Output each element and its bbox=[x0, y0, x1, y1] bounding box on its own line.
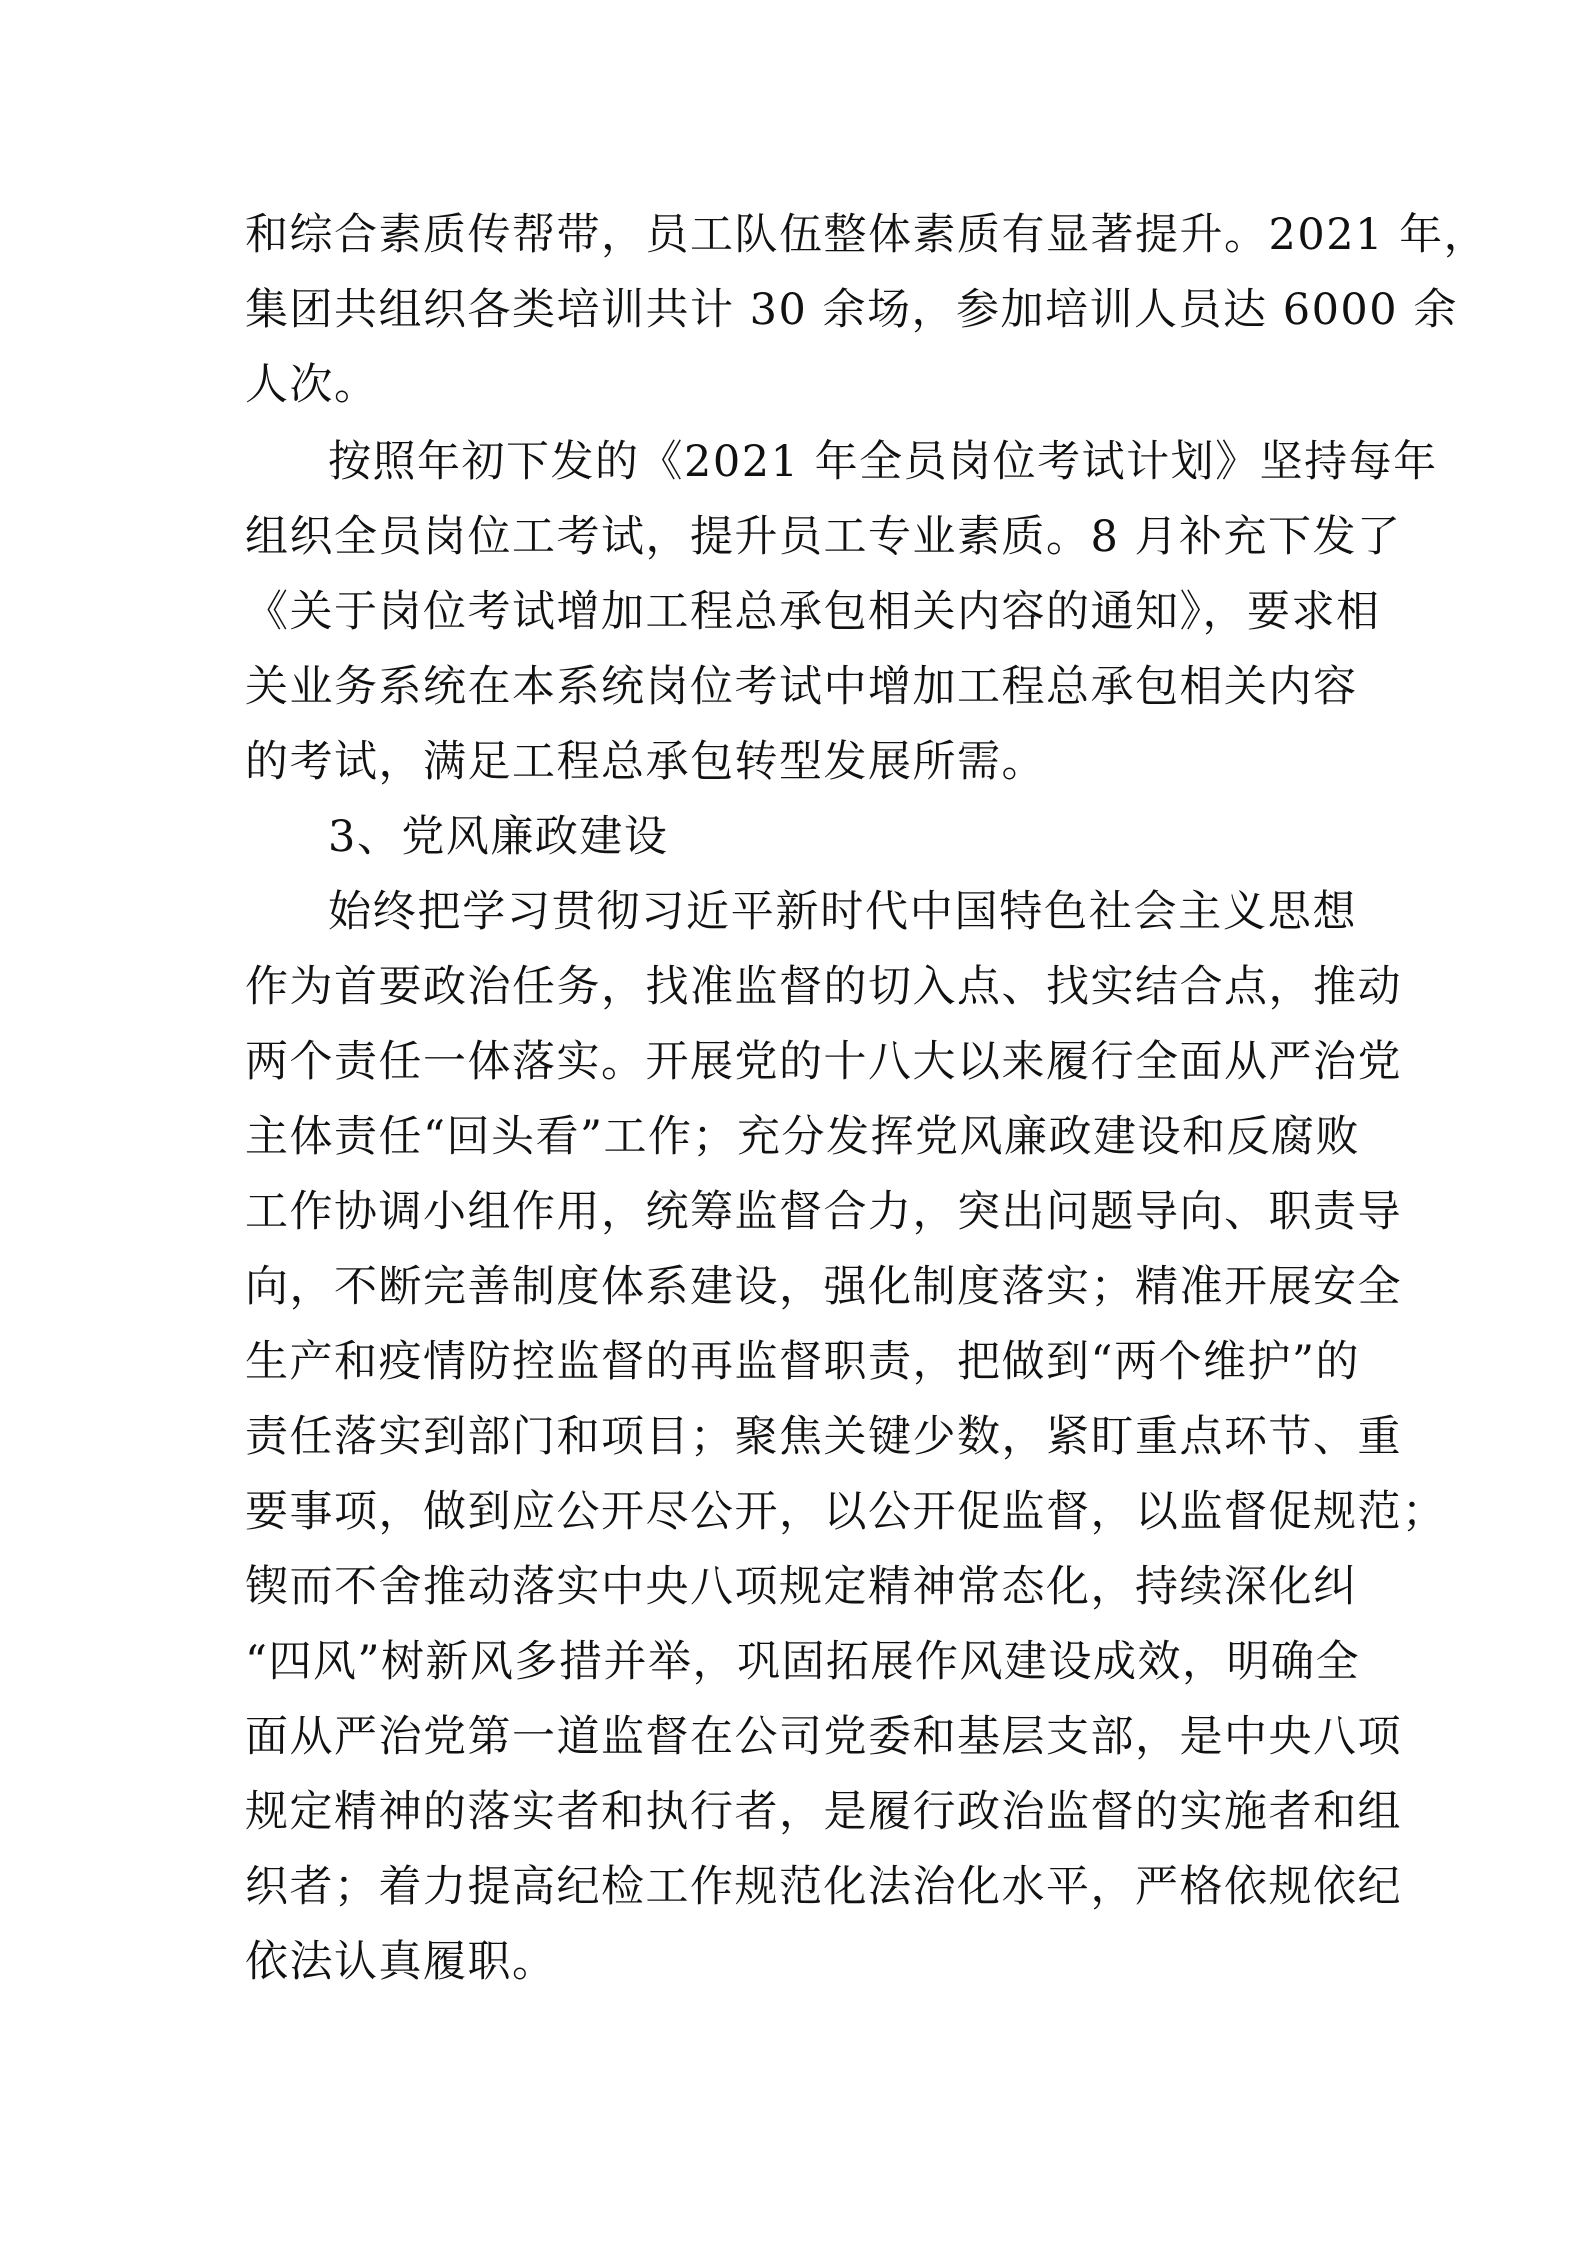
paragraph-line: 主体责任“回头看”工作；充分发挥党风廉政建设和反腐败 bbox=[245, 1112, 1360, 1162]
paragraph-line: 工作协调小组作用，统筹监督合力，突出问题导向、职责导 bbox=[245, 1187, 1402, 1237]
paragraph-line: 作为首要政治任务，找准监督的切入点、找实结合点，推动 bbox=[245, 962, 1402, 1012]
paragraph-line: 织者；着力提高纪检工作规范化法治化水平，严格依规依纪 bbox=[245, 1862, 1402, 1912]
paragraph-line: 始终把学习贯彻习近平新时代中国特色社会主义思想 bbox=[328, 887, 1357, 937]
paragraph-line: “四风”树新风多措并举，巩固拓展作风建设成效，明确全 bbox=[245, 1637, 1360, 1687]
section-heading: 3、党风廉政建设 bbox=[328, 812, 669, 862]
paragraph-line: 关业务系统在本系统岗位考试中增加工程总承包相关内容 bbox=[245, 662, 1358, 712]
paragraph-line: 集团共组织各类培训共计 30 余场，参加培训人员达 6000 余 bbox=[245, 285, 1458, 335]
paragraph-line: 的考试，满足工程总承包转型发展所需。 bbox=[245, 737, 1046, 787]
paragraph-line: 责任落实到部门和项目；聚焦关键少数，紧盯重点环节、重 bbox=[245, 1412, 1402, 1462]
paragraph-line: 要事项，做到应公开尽公开，以公开促监督，以监督促规范； bbox=[245, 1487, 1447, 1537]
paragraph-line: 组织全员岗位工考试，提升员工专业素质。8 月补充下发了 bbox=[245, 512, 1402, 562]
paragraph-line: 依法认真履职。 bbox=[245, 1937, 557, 1987]
paragraph-line: 向，不断完善制度体系建设，强化制度落实；精准开展安全 bbox=[245, 1262, 1402, 1312]
paragraph-line: 人次。 bbox=[245, 360, 379, 410]
paragraph-line: 面从严治党第一道监督在公司党委和基层支部，是中央八项 bbox=[245, 1712, 1402, 1762]
paragraph-line: 两个责任一体落实。开展党的十八大以来履行全面从严治党 bbox=[245, 1037, 1402, 1087]
paragraph-line: 《关于岗位考试增加工程总承包相关内容的通知》，要求相 bbox=[245, 587, 1381, 637]
paragraph-line: 生产和疫情防控监督的再监督职责，把做到“两个维护”的 bbox=[245, 1337, 1360, 1387]
paragraph-line: 和综合素质传帮带，员工队伍整体素质有显著提升。2021 年， bbox=[245, 210, 1489, 260]
paragraph-line: 按照年初下发的《2021 年全员岗位考试计划》坚持每年 bbox=[328, 437, 1438, 487]
paragraph-line: 锲而不舍推动落实中央八项规定精神常态化，持续深化纠 bbox=[245, 1562, 1358, 1612]
paragraph-line: 规定精神的落实者和执行者，是履行政治监督的实施者和组 bbox=[245, 1787, 1402, 1837]
